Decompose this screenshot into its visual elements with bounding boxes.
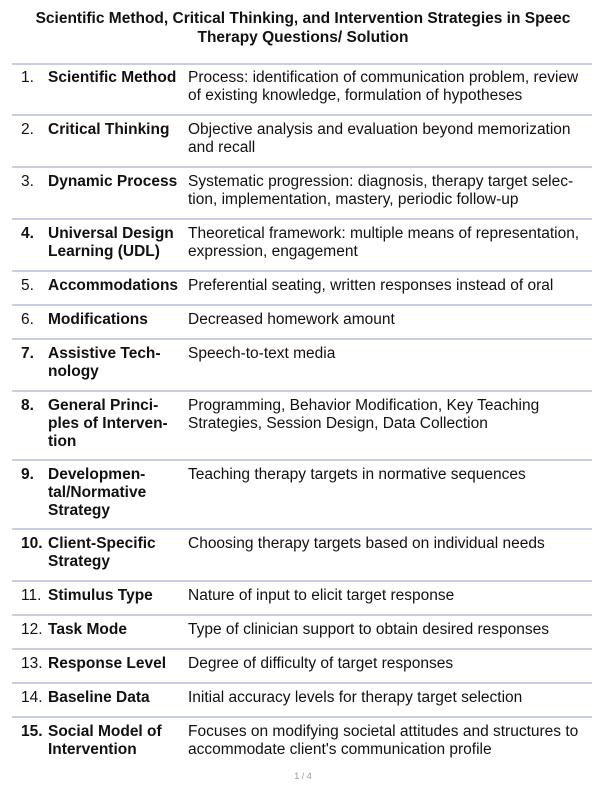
row-term: General Princi- ples of Interven- tion (48, 397, 168, 450)
row-term: Developmen- tal/Normative Strategy (48, 466, 147, 519)
row-definition: Degree of difficulty of target responses (188, 655, 454, 672)
row-number: 6. (21, 311, 34, 328)
row-term: Task Mode (48, 621, 127, 638)
row-number: 1. (21, 69, 34, 86)
row-number: 9. (21, 466, 34, 483)
row-term: Critical Thinking (48, 121, 170, 138)
row-term: Scientific Method (48, 69, 177, 86)
document-title: Scientific Method, Critical Thinking, and Intervention Strategies in Speec Therapy Questions/ Solution (35, 10, 571, 46)
row-definition: Systematic progression: diagnosis, therapy target selec- tion, implementation, mastery, periodic follow-up (188, 173, 574, 208)
table-row (12, 582, 592, 616)
table-row (12, 340, 592, 392)
row-term: Client-Specific Strategy (48, 535, 156, 570)
row-term: Universal Design Learning (UDL) (48, 225, 174, 260)
table-row (12, 220, 592, 272)
table-row (12, 718, 592, 764)
row-term: Dynamic Process (48, 173, 178, 190)
row-number: 3. (21, 173, 34, 190)
table-row (12, 650, 592, 684)
table-row (12, 306, 592, 340)
row-number: 8. (21, 397, 34, 414)
row-term: Assistive Tech- nology (48, 345, 161, 380)
row-number: 15. (21, 723, 43, 740)
row-definition: Type of clinician support to obtain desired responses (188, 621, 550, 638)
table-row (12, 530, 592, 582)
row-term: Response Level (48, 655, 167, 672)
row-definition: Process: identification of communication problem, review of existing knowledge, formulation of hypotheses (188, 69, 579, 104)
row-term: Baseline Data (48, 689, 150, 706)
row-number: 2. (21, 121, 34, 138)
table-row (12, 684, 592, 718)
table-row (12, 116, 592, 168)
row-number: 12. (21, 621, 43, 638)
row-definition: Nature of input to elicit target response (188, 587, 455, 604)
row-definition: Focuses on modifying societal attitudes and structures to accommodate client's communication profile (188, 723, 579, 758)
row-number: 14. (21, 689, 43, 706)
row-term: Social Model of Intervention (48, 723, 162, 758)
table-row (12, 272, 592, 306)
row-number: 13. (21, 655, 43, 672)
row-definition: Theoretical framework: multiple means of representation, expression, engagement (188, 225, 580, 260)
row-number: 4. (21, 225, 34, 242)
row-definition: Initial accuracy levels for therapy target selection (188, 689, 523, 706)
table-row (12, 64, 592, 116)
row-number: 11. (21, 587, 42, 604)
row-definition: Objective analysis and evaluation beyond memorization and recall (188, 121, 571, 156)
row-definition: Speech-to-text media (188, 345, 336, 362)
row-number: 5. (21, 277, 34, 294)
row-term: Modifications (48, 311, 148, 328)
term-table (12, 64, 592, 764)
row-definition: Choosing therapy targets based on individual needs (188, 535, 545, 552)
table-row (12, 461, 592, 530)
row-term: Accommodations (48, 277, 179, 294)
table-row (12, 168, 592, 220)
row-number: 7. (21, 345, 34, 362)
row-definition: Programming, Behavior Modification, Key Teaching Strategies, Session Design, Data Collection (188, 397, 540, 432)
row-definition: Decreased homework amount (188, 311, 395, 328)
table-row (12, 616, 592, 650)
row-definition: Preferential seating, written responses instead of oral (188, 277, 554, 294)
row-number: 10. (21, 535, 43, 552)
page-indicator: 1 / 4 (294, 771, 312, 781)
row-term: Stimulus Type (48, 587, 153, 604)
row-definition: Teaching therapy targets in normative sequences (188, 466, 526, 483)
table-row (12, 392, 592, 461)
